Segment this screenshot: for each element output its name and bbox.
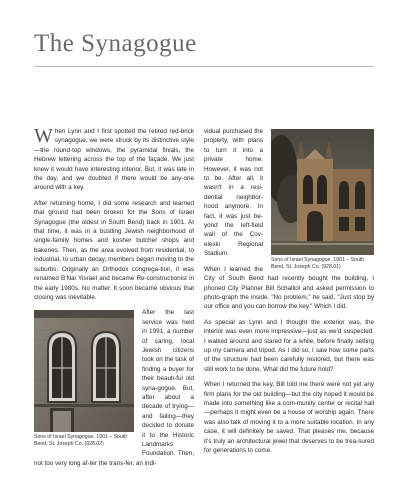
synagogue-window-photo [34, 310, 134, 432]
paragraph: When I learned the City of South Bend had recently bought the building, I phoned City Planner Bill Schalliol and asked permission to photo-graph the inside. "No problem," he said, "Just stop by our office and you can borrow the key." Which I did. [204, 265, 374, 311]
photo-right-figure [271, 129, 374, 271]
paragraph: After returning home, I did some research and learned that ground had been broken for the Sons of Israel Synagogue (the oldest in South Bend) back in 1901. At that time, it was in a bustling Jewish neighborhood of single-family homes and kosher butcher shops and bakeries. Then, as the area evolved from residential, to industrial, to urban decay, members began moving to the suburbs. Originally an Orthodox congrega-tion, it was renamed B'Nai Yisrael and became Re-constructionist in the early 1980s. No matter. It soon became obvious that closing was inevitable. [34, 199, 194, 301]
synagogue-exterior-photo [271, 129, 374, 255]
paragraph: vidual purchased the property, with plans to turn it into a private home. However, it was not to be. After all, it wasn't in a resi-dential neighbor-hood anymore. In fact, it was just be-yond the left-field wall of the Cov-eleski Regional Stadium. [204, 128, 263, 258]
photo-left-figure [34, 310, 134, 448]
paragraph: When I returned the key, Bill told me there were not yet any firm plans for the old building—but the city hoped it would be made into something like a com-munity center or recital hall—perhaps it might even be a house of worship again. There was also talk of moving it to a more suitable location. In any case, it will definitely be saved. That pleases me, because it's truly an architectural jewel that deserves to be trea-sured for generations to come. [204, 381, 374, 454]
drop-cap: W [34, 125, 53, 147]
paragraph-text: hen Lynn and I first spotted the retired red-brick synagogue, we were struck by its distinctive style—the round-top windows, the pyramidal finials, the Hebrew lettering across the top of the façade. We just knew it would have interesting interior. But, it was late in the day, and we doubted if there would be any-one around with a key. [34, 128, 194, 192]
photo-caption: Sons of Israel Synagogue, 1901 – South Bend, St. Joseph Co. (928.02) [34, 434, 128, 448]
paragraph: After the last service was held in 1991, a number of caring, local Jewish citizens took on the task of finding a buyer for their beauti-ful old syna-gogue. But, after about a decade of trying—and failing—they decided to donate it to the Historic Landmarks Foundation. Then, not too very long af-ter the trans-fer, an indi- [34, 309, 194, 467]
right-column [204, 127, 374, 461]
title-rule [34, 66, 374, 67]
page-title: The Synagogue [34, 30, 197, 57]
paragraph: As special as Lynn and I thought the exterior was, the interior was even more impressive—just as we'd suspected. I walked around and stared for a while, before finally setting up my camera and tripod. As I did so, I saw how some parts of the structure had been carefully restored, but there was still work to be done. What did the future hold? [204, 318, 374, 373]
left-column [34, 127, 194, 474]
photo-caption: Sons of Israel Synagogue, 1901 – South Bend, St. Joseph Co. (928.01) [271, 257, 365, 270]
paragraph [34, 127, 194, 193]
